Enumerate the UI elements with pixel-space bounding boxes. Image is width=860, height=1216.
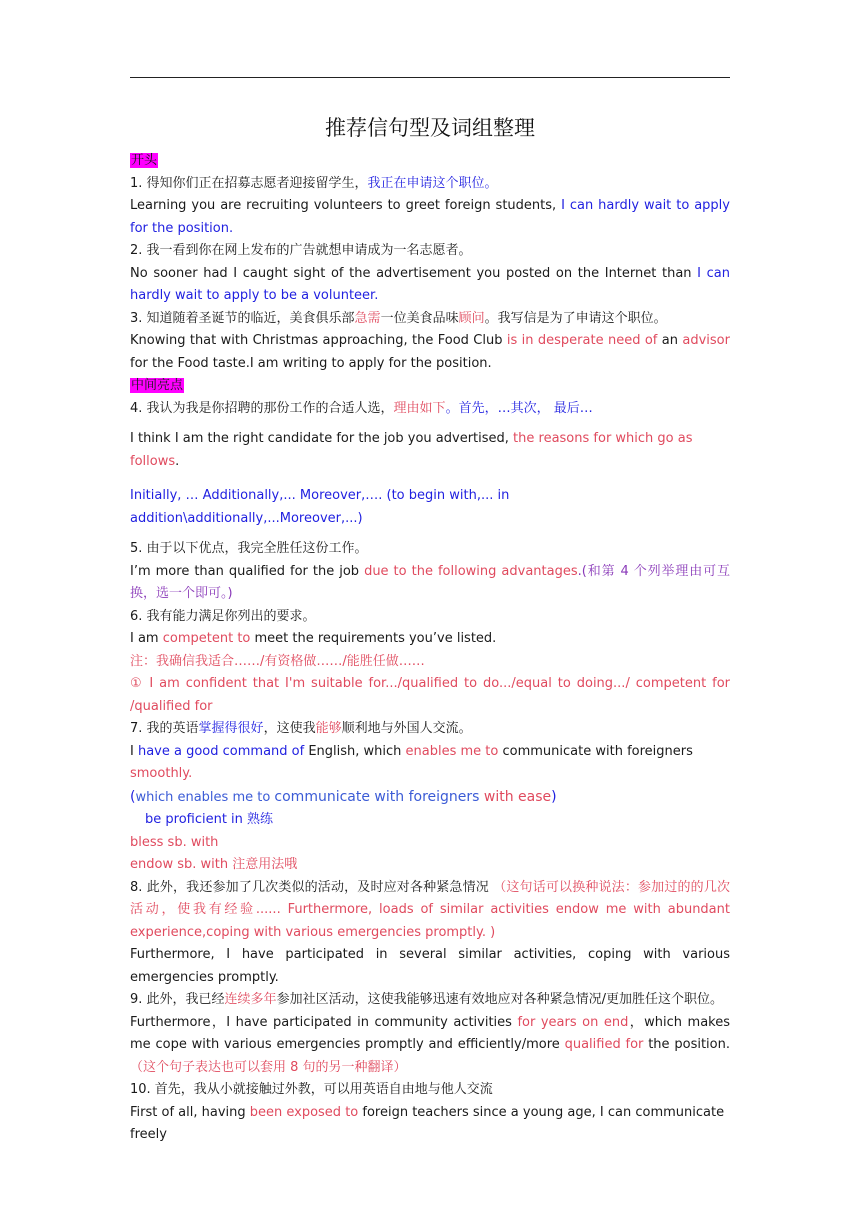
item-8-en: Furthermore, I have participated in several similar activities, coping with various emergencies promptly. [130, 947, 730, 985]
item-7-en: I have a good command of English, which enables me to communicate with foreigners smoothly. [130, 743, 693, 781]
item-9-zh: 9. 此外，我已经连续多年参加社区活动，这使我能够迅速有效地应对各种紧急情况/更加胜任这个职位。 [130, 992, 723, 1007]
item-4-zh: 4. 我认为我是你招聘的那份工作的合适人选，理由如下。首先，…其次， 最后… [130, 400, 593, 416]
item-2-en: No sooner had I caught sight of the advertisement you posted on the Internet than I can hardly wait to apply to be a volunteer. [130, 265, 730, 303]
item-6-en: I am competent to meet the requirements you’ve listed. [130, 631, 497, 646]
item-3-en: Knowing that with Christmas approaching, the Food Club is in desperate need of an advisor for the Food taste.I am writing to apply for the position. [130, 333, 730, 371]
item-1-en: Learning you are recruiting volunteers to greet foreign students, I can hardly wait to apply for the position. [130, 198, 730, 236]
item-7-bless: bless sb. with [130, 834, 219, 850]
highlight-opening: 开头 [131, 153, 158, 168]
highlight-middle: 中间亮点 [131, 378, 184, 393]
item-8-zh: 8. 此外，我还参加了几次类似的活动，及时应对各种紧急情况 （这句话可以换种说法：参加过的的几次活动，使我有经验...... Furthermore, loads of similar activities endow me with abundant experience,coping with various emergencies promptly. ) [130, 879, 730, 940]
item-10-zh: 10. 首先，我从小就接触过外教，可以用英语自由地与他人交流 [130, 1082, 493, 1097]
item-7-zh: 7. 我的英语掌握得很好，这使我能够顺利地与外国人交流。 [130, 721, 472, 736]
header-rule [130, 77, 730, 78]
item-6-note: 注：我确信我适合……/有资格做……/能胜任做…… [130, 653, 425, 669]
item-5-zh: 5. 由于以下优点，我完全胜任这份工作。 [130, 541, 368, 556]
item-7-proficient: be proficient in 熟练 [145, 812, 274, 827]
item-6-note-2: ① I am confident that I'm suitable for.../qualified to do.../equal to doing.../ competent for /qualified for [130, 676, 730, 714]
item-7-endow: endow sb. with 注意用法哦 [130, 857, 298, 872]
document-body [130, 150, 730, 1147]
page-title: 推荐信句型及词组整理 [325, 116, 535, 140]
item-3-zh: 3. 知道随着圣诞节的临近，美食俱乐部急需一位美食品味顾问。我写信是为了申请这个职位。 [130, 310, 667, 326]
item-5-en: I’m more than qualified for the job due to the following advantages.(和第 4 个列举理由可互换，选一个即可。) [130, 563, 730, 601]
item-4-en: I think I am the right candidate for the job you advertised, the reasons for which go as follows. [130, 431, 693, 469]
item-6-zh: 6. 我有能力满足你列出的要求。 [130, 608, 316, 624]
item-9-en: Furthermore，I have participated in community activities for years on end，which makes me cope with various emergencies promptly and efficiently/more qualified for the position. （这个句子表达也可以套用 8 句的另一种翻译） [130, 1014, 731, 1075]
item-7-alt: (which enables me to communicate with foreigners with ease) [130, 788, 557, 805]
item-10-en: First of all, having been exposed to foreign teachers since a young age, I can communicate freely [130, 1104, 725, 1142]
item-1-zh: 1. 得知你们正在招募志愿者迎接留学生，我正在申请这个职位。 [130, 175, 498, 191]
item-2-zh: 2. 我一看到你在网上发布的广告就想申请成为一名志愿者。 [130, 243, 472, 258]
section-label-opening [130, 150, 730, 173]
section-label-middle [130, 375, 730, 398]
item-4-en-connectors: Initially, … Additionally,... Moreover,…. (to begin with,... in addition\additionally,...Moreover,...) [130, 488, 510, 526]
